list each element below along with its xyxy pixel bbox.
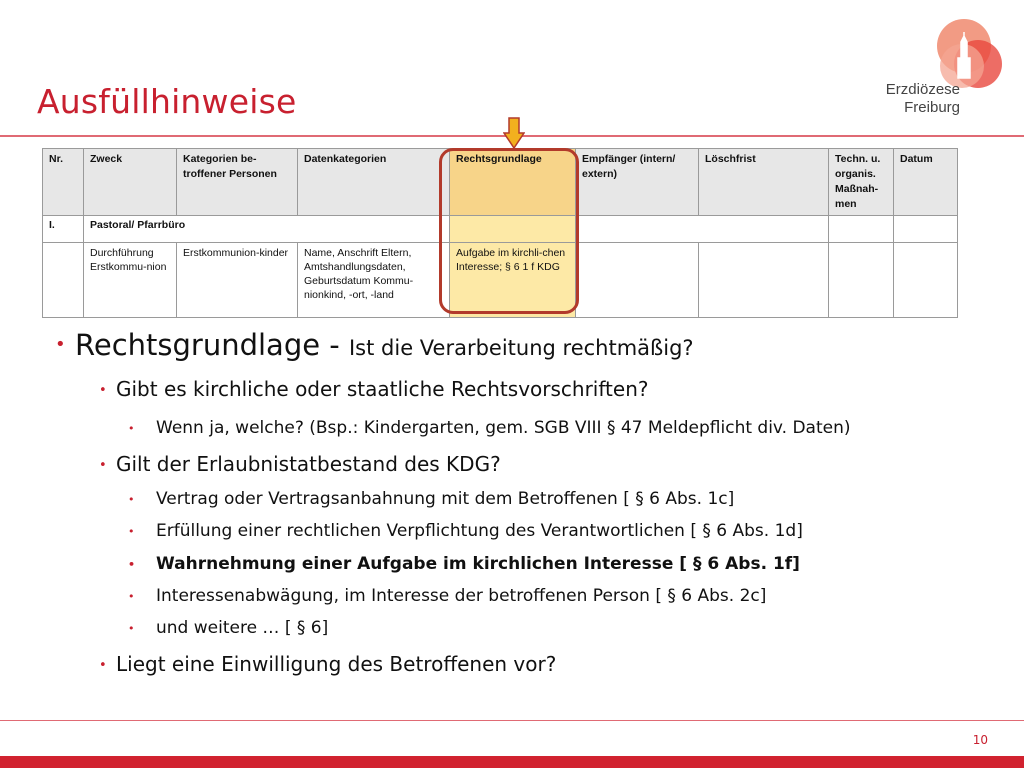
bullet-q1	[99, 377, 648, 401]
logo-line-2: Freiburg	[904, 99, 960, 116]
slide-title: Ausfüllhinweise	[37, 82, 297, 121]
table-cell	[576, 243, 699, 318]
table-cell	[829, 243, 894, 318]
header-cell: Nr.	[43, 149, 84, 216]
logo-text	[880, 81, 960, 117]
bullet-dot-icon: •	[99, 458, 107, 473]
bullet-q2-sub	[128, 618, 328, 638]
header-cell: Datum	[894, 149, 958, 216]
bullet-q2-sub	[128, 521, 803, 541]
bullet-q3-text: Liegt eine Einwilligung des Betroffenen vor?	[116, 652, 557, 676]
bullet-q3	[99, 652, 556, 676]
table-cell-rechtsgrundlage: Aufgabe im kirchli-chen Interesse; § 6 1 f KDG	[450, 243, 576, 318]
header-cell: Empfänger (intern/ extern)	[576, 149, 699, 216]
table-cell	[699, 243, 829, 318]
bullet-dot-icon: •	[128, 421, 135, 435]
section-nr: I.	[43, 216, 84, 243]
footer-bar	[0, 756, 1024, 768]
bullet-q1-sub-text: Wenn ja, welche? (Bsp.: Kindergarten, gem. SGB VIII § 47 Meldepflicht div. Daten)	[156, 418, 851, 438]
header-cell: Datenkategorien	[298, 149, 450, 216]
table-cell	[829, 216, 894, 243]
bullet-q2-sub-text: Vertrag oder Vertragsanbahnung mit dem Betroffenen [ § 6 Abs. 1c]	[156, 489, 735, 509]
table-cell	[894, 216, 958, 243]
logo-line-1: Erzdiözese	[885, 81, 960, 98]
bullet-q2-sub-text: Interessenabwägung, im Interesse der betroffenen Person [ § 6 Abs. 2c]	[156, 586, 767, 606]
header-cell: Kategorien be-troffener Personen	[177, 149, 298, 216]
table-cell: Erstkommunion-kinder	[177, 243, 298, 318]
bullet-main-strong: Rechtsgrundlage -	[75, 328, 349, 362]
header-cell: Techn. u. organis. Maßnah-men	[829, 149, 894, 216]
footer-rule	[0, 720, 1024, 721]
table-cell	[894, 243, 958, 318]
down-arrow-icon	[503, 117, 525, 149]
table-cell: Durchführung Erstkommu-nion	[84, 243, 177, 318]
bullet-dot-icon: •	[99, 658, 107, 673]
bullet-q1-sub	[128, 418, 851, 438]
bullet-dot-icon: •	[128, 524, 135, 538]
bullet-dot-icon: •	[55, 334, 66, 355]
bullet-q2-sub-text: und weitere … [ § 6]	[156, 618, 329, 638]
bullet-q2-text: Gilt der Erlaubnistatbestand des KDG?	[116, 452, 501, 476]
bullet-main-question: Ist die Verarbeitung rechtmäßig?	[348, 336, 694, 360]
bullet-dot-icon: •	[128, 589, 135, 603]
bullet-q2-sub-text: Erfüllung einer rechtlichen Verpflichtung des Verantwortlichen [ § 6 Abs. 1d]	[156, 521, 803, 541]
highlight-frame	[439, 148, 579, 314]
table-cell: Name, Anschrift Eltern, Amtshandlungsdaten, Geburtsdatum Kommu-nionkind, -ort, -land	[298, 243, 450, 318]
bullet-dot-icon: •	[128, 621, 135, 635]
table-cell	[43, 243, 84, 318]
bullet-q2	[99, 452, 501, 476]
bullet-q2-sub-highlighted	[128, 554, 800, 574]
bullet-q1-text: Gibt es kirchliche oder staatliche Rechtsvorschriften?	[116, 377, 649, 401]
header-cell: Löschfrist	[699, 149, 829, 216]
section-label: Pastoral/ Pfarrbüro	[84, 216, 450, 243]
bullet-dot-icon: •	[99, 383, 107, 398]
table-cell	[576, 216, 829, 243]
bullet-q2-sub-text: Wahrnehmung einer Aufgabe im kirchlichen Interesse [ § 6 Abs. 1f]	[156, 554, 800, 574]
bullet-q2-sub	[128, 586, 766, 606]
bullet-dot-icon: •	[128, 492, 135, 506]
bullet-dot-icon: •	[128, 557, 136, 571]
header-cell-rechtsgrundlage: Rechtsgrundlage	[450, 149, 576, 216]
bullet-main	[55, 328, 694, 362]
page-number: 10	[972, 733, 988, 747]
header-cell: Zweck	[84, 149, 177, 216]
bullet-q2-sub	[128, 489, 734, 509]
